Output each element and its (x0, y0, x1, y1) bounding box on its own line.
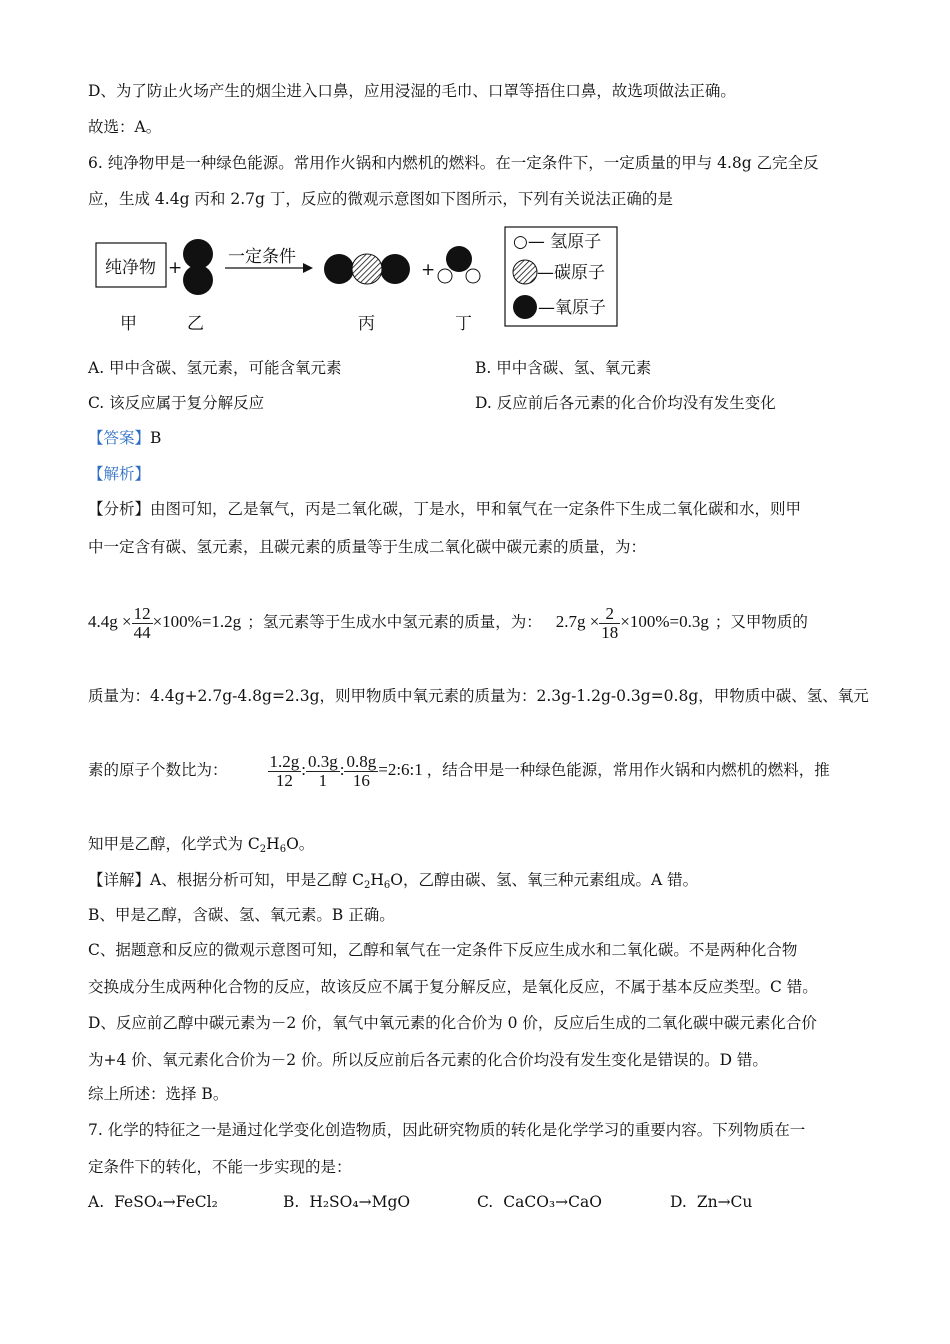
arrow-condition-label: 一定条件 (228, 247, 296, 267)
oxygen-molecule-atom-bottom (183, 265, 213, 295)
detail-a-end: O，乙醇由碳、氢、氧三种元素组成。A 错。 (390, 871, 699, 889)
fenxi-tag: 【分析】 (88, 500, 151, 518)
calc-line (88, 600, 808, 644)
ratio-frac-c (268, 753, 302, 790)
label-yi: 乙 (187, 314, 204, 334)
detail-d2: 为+4 价、氧元素化合价为－2 价。所以反应前后各元素的化合价均没有发生变化是错误的。D 错。 (88, 1051, 768, 1069)
q7-option-d-letter: D. (670, 1193, 687, 1211)
conclude-h: H (266, 835, 280, 853)
q7-option-c-text: CaCO₃→CaO (503, 1193, 602, 1211)
analysis-tag: 【解析】 (88, 465, 151, 483)
q6-stem-line1: 6. 纯净物甲是一种绿色能源。常用作火锅和内燃机的燃料。在一定条件下，一定质量的甲与 4.8g 乙完全反 (88, 154, 819, 172)
ratio-frac-h (306, 753, 340, 790)
ratio-result: =2:6:1 (378, 760, 423, 779)
calc-mid-text: ；氢元素等于生成水中氢元素的质量，为： (247, 613, 542, 631)
calc1-den: 44 (133, 622, 151, 642)
legend-carbon: —碳原子 (537, 263, 605, 283)
legend-oxygen: —氧原子 (538, 298, 606, 318)
co2-carbon (352, 254, 382, 284)
detail-a-sub6: 6 (383, 880, 391, 891)
q7-option-a-text: FeSO₄→FeCl₂ (114, 1193, 218, 1211)
q7-option-d[interactable] (670, 1192, 752, 1212)
q7-option-a-letter: A. (88, 1193, 105, 1211)
conclude-pre: 知甲是乙醇，化学式为 C (88, 835, 260, 853)
ratio-h-num: 0.3g (308, 751, 338, 771)
summary: 综上所述：选择 B。 (88, 1085, 229, 1103)
q6-option-d[interactable]: D. 反应前后各元素的化合价均没有发生变化 (475, 394, 776, 412)
legend-hydrogen: ○— 氢原子 (513, 232, 602, 252)
fenxi-text1: 由图可知，乙是氧气，丙是二氧化碳，丁是水，甲和氧气在一定条件下生成二氧化碳和水，则甲 (150, 500, 802, 518)
q6-option-a[interactable]: A. 甲中含碳、氢元素，可能含氧元素 (88, 359, 342, 377)
fire-option-d-text: D、为了防止火场产生的烟尘进入口鼻，应用浸湿的毛巾、口罩等捂住口鼻，故选项做法正确。 (88, 82, 736, 100)
answer-value: B (150, 429, 162, 447)
conclude-sub2: 2 (259, 844, 267, 855)
pure-substance-label: 纯净物 (105, 258, 156, 278)
q6-stem-line2: 应，生成 4.4g 丙和 2.7g 丁，反应的微观示意图如下图所示，下列有关说法正确的是 (88, 190, 673, 208)
label-ding: 丁 (455, 314, 472, 334)
detail-a-line (88, 870, 698, 896)
fenxi-line2: 中一定含有碳、氢元素，且碳元素的质量等于生成二氧化碳中碳元素的质量，为： (88, 538, 647, 556)
co2-oxygen-left (324, 254, 354, 284)
calc2-num: 2 (599, 605, 620, 624)
water-hydrogen-left (438, 269, 452, 283)
calc-end-text: ；又甲物质的 (714, 613, 808, 631)
reaction-diagram (95, 225, 625, 335)
fenxi-line1 (88, 499, 801, 519)
calc1-fraction (132, 605, 153, 642)
water-hydrogen-right (466, 269, 480, 283)
oxygen-molecule-atom-top (183, 239, 213, 269)
calc1-post: ×100%=1.2g (152, 612, 242, 631)
detail-a-h: H (370, 871, 384, 889)
co2-oxygen-right (380, 254, 410, 284)
q7-option-d-text: Zn→Cu (696, 1193, 753, 1211)
calc2-post: ×100%=0.3g (620, 612, 709, 631)
ratio-h-den: 1 (318, 770, 328, 790)
detail-a-sub2: 2 (364, 880, 371, 891)
calc2-den: 18 (601, 622, 619, 642)
plus-sign-1: + (168, 258, 183, 278)
conclude-o: O。 (286, 835, 315, 853)
label-jia: 甲 (120, 314, 137, 334)
ratio-post: ，结合甲是一种绿色能源，常用作火锅和内燃机的燃料，推 (426, 761, 830, 779)
ratio-o-num: 0.8g (346, 751, 377, 771)
calc1-num: 12 (133, 603, 151, 623)
ratio-frac-o (344, 753, 378, 790)
calc1-pre: 4.4g × (88, 612, 132, 631)
q7-option-b-text: H₂SO₄→MgO (309, 1193, 411, 1211)
ratio-pre: 素的原子个数比为： (88, 761, 228, 779)
mass-line: 质量为：4.4g+2.7g-4.8g=2.3g，则甲物质中氧元素的质量为：2.3g-1.2g-0.3g=0.8g，甲物质中碳、氢、氧元 (88, 687, 869, 705)
answer-tag: 【答案】 (88, 429, 151, 447)
xiangjie-tag: 【详解】 (88, 871, 151, 889)
q6-option-c[interactable]: C. 该反应属于复分解反应 (88, 394, 265, 412)
answer-row (88, 428, 161, 448)
q7-option-a[interactable] (88, 1192, 218, 1212)
conclude-line (88, 834, 314, 860)
q7-stem-line2: 定条件下的转化，不能一步实现的是： (88, 1158, 352, 1176)
q7-option-b[interactable] (283, 1192, 410, 1212)
conclude-sub6: 6 (279, 844, 287, 855)
ratio-c-den: 12 (275, 770, 293, 790)
calc2-pre: 2.7g × (555, 612, 600, 631)
q7-option-c-letter: C. (477, 1193, 494, 1211)
detail-d1: D、反应前乙醇中碳元素为－2 价，氧气中氧元素的化合价为 0 价，反应后生成的二氧化碳中碳元素化合价 (88, 1014, 817, 1032)
calc2-fraction (599, 605, 620, 642)
q7-option-c[interactable] (477, 1192, 602, 1212)
legend-oxygen-icon (513, 295, 537, 319)
legend-carbon-icon (513, 260, 537, 284)
arrow-head-icon (303, 263, 313, 273)
label-bing: 丙 (358, 314, 375, 334)
detail-b: B、甲是乙醇，含碳、氢、氧元素。B 正确。 (88, 906, 395, 924)
detail-c2: 交换成分生成两种化合物的反应，故该反应不属于复分解反应，是氧化反应，不属于基本反应类型。C 错。 (88, 978, 818, 996)
water-oxygen (446, 246, 472, 272)
ratio-o-den: 16 (352, 770, 370, 790)
detail-c1: C、据题意和反应的微观示意图可知，乙醇和氧气在一定条件下反应生成水和二氧化碳。不是两种化合物 (88, 941, 798, 959)
q6-option-b[interactable]: B. 甲中含碳、氢、氧元素 (475, 359, 652, 377)
ratio-c-num: 1.2g (269, 751, 300, 771)
q7-stem-line1: 7. 化学的特征之一是通过化学变化创造物质，因此研究物质的转化是化学学习的重要内容。下列物质在一 (88, 1121, 806, 1139)
previous-answer: 故选：A。 (88, 118, 162, 136)
q7-option-b-letter: B. (283, 1193, 300, 1211)
ratio-line: 素的原子个数比为： $\frac{1.2g}{12}$ : $\frac{0.3g}{1}$ : $\frac{0.8g}{16}$ =2:6:1 ，结合甲是一种绿色能源，常用作火锅和内燃机的燃料，推 (88, 751, 830, 790)
detail-a: A、根据分析可知，甲是乙醇 C (150, 871, 364, 889)
plus-sign-2: + (421, 260, 436, 280)
